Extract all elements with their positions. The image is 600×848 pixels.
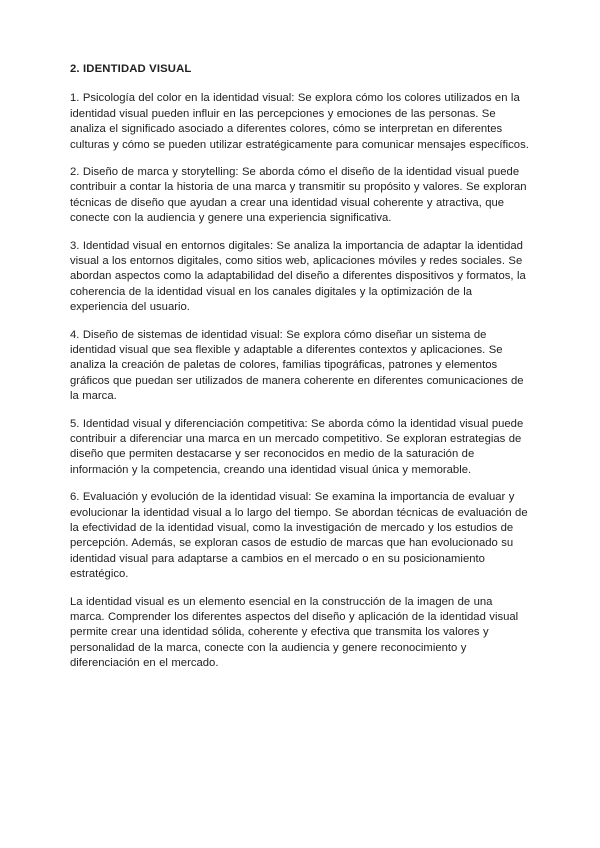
paragraph-conclusion: La identidad visual es un elemento esencial en la construcción de la imagen de una marca. Comprender los diferentes aspectos del diseño y aplicación de la identidad visual permite crear una identidad sólida, coherente y efectiva que transmita los valores y personalidad de la marca, conecte con la audiencia y genere reconocimiento y diferenciación en el mercado.: [70, 595, 519, 670]
section-title: 2. IDENTIDAD VISUAL: [70, 63, 192, 75]
paragraph-digital-environments: 3. Identidad visual en entornos digitales: Se analiza la importancia de adaptar la identidad visual a los entornos digitales, como sitios web, aplicaciones móviles y redes sociales. Se abordan aspectos como la adaptabilidad del diseño a diferentes dispositivos y formatos, la coherencia de la identidad visual en los canales digitales y la optimización de la experiencia del usuario.: [70, 239, 526, 314]
paragraph-color-psychology: 1. Psicología del color en la identidad visual: Se explora cómo los colores utilizados en la identidad visual pueden influir en las percepciones y emociones de las personas. Se analiza el significado asociado a diferentes colores, cómo se interpretan en diferentes culturas y cómo se pueden utilizar estratégicamente para comunicar mensajes específicos.: [70, 92, 529, 151]
paragraph-competitive-differentiation: 5. Identidad visual y diferenciación competitiva: Se aborda cómo la identidad visual puede contribuir a diferenciar una marca en un mercado competitivo. Se exploran estrategias de diseño que permiten destacarse y ser reconocidos en medio de la saturación de información y la competencia, creando una identidad visual única y memorable.: [70, 417, 524, 476]
paragraph-brand-storytelling: 2. Diseño de marca y storytelling: Se aborda cómo el diseño de la identidad visual puede contribuir a contar la historia de una marca y transmitir su propósito y valores. Se exploran técnicas de diseño que ayudan a crear una identidad visual coherente y atractiva, que conecte con la audiencia y genere una experiencia significativa.: [70, 165, 527, 225]
paragraph-evaluation-evolution: 6. Evaluación y evolución de la identidad visual: Se examina la importancia de evaluar y evolucionar la identidad visual a lo largo del tiempo. Se abordan técnicas de evaluación de la efectividad de la identidad visual, como la investigación de mercado y los estudios de percepción. Además, se exploran casos de estudio de marcas que han evolucionado su identidad visual para adaptarse a cambios en el mercado o en su posicionamiento estratégico.: [70, 491, 528, 581]
paragraph-identity-systems: 4. Diseño de sistemas de identidad visual: Se explora cómo diseñar un sistema de identidad visual que sea flexible y adaptable a diferentes contextos y aplicaciones. Se analiza la creación de paletas de colores, familias tipográficas, patrones y elementos gráficos que puedan ser utilizados de manera coherente en diferentes comunicaciones de la marca.: [70, 328, 524, 403]
